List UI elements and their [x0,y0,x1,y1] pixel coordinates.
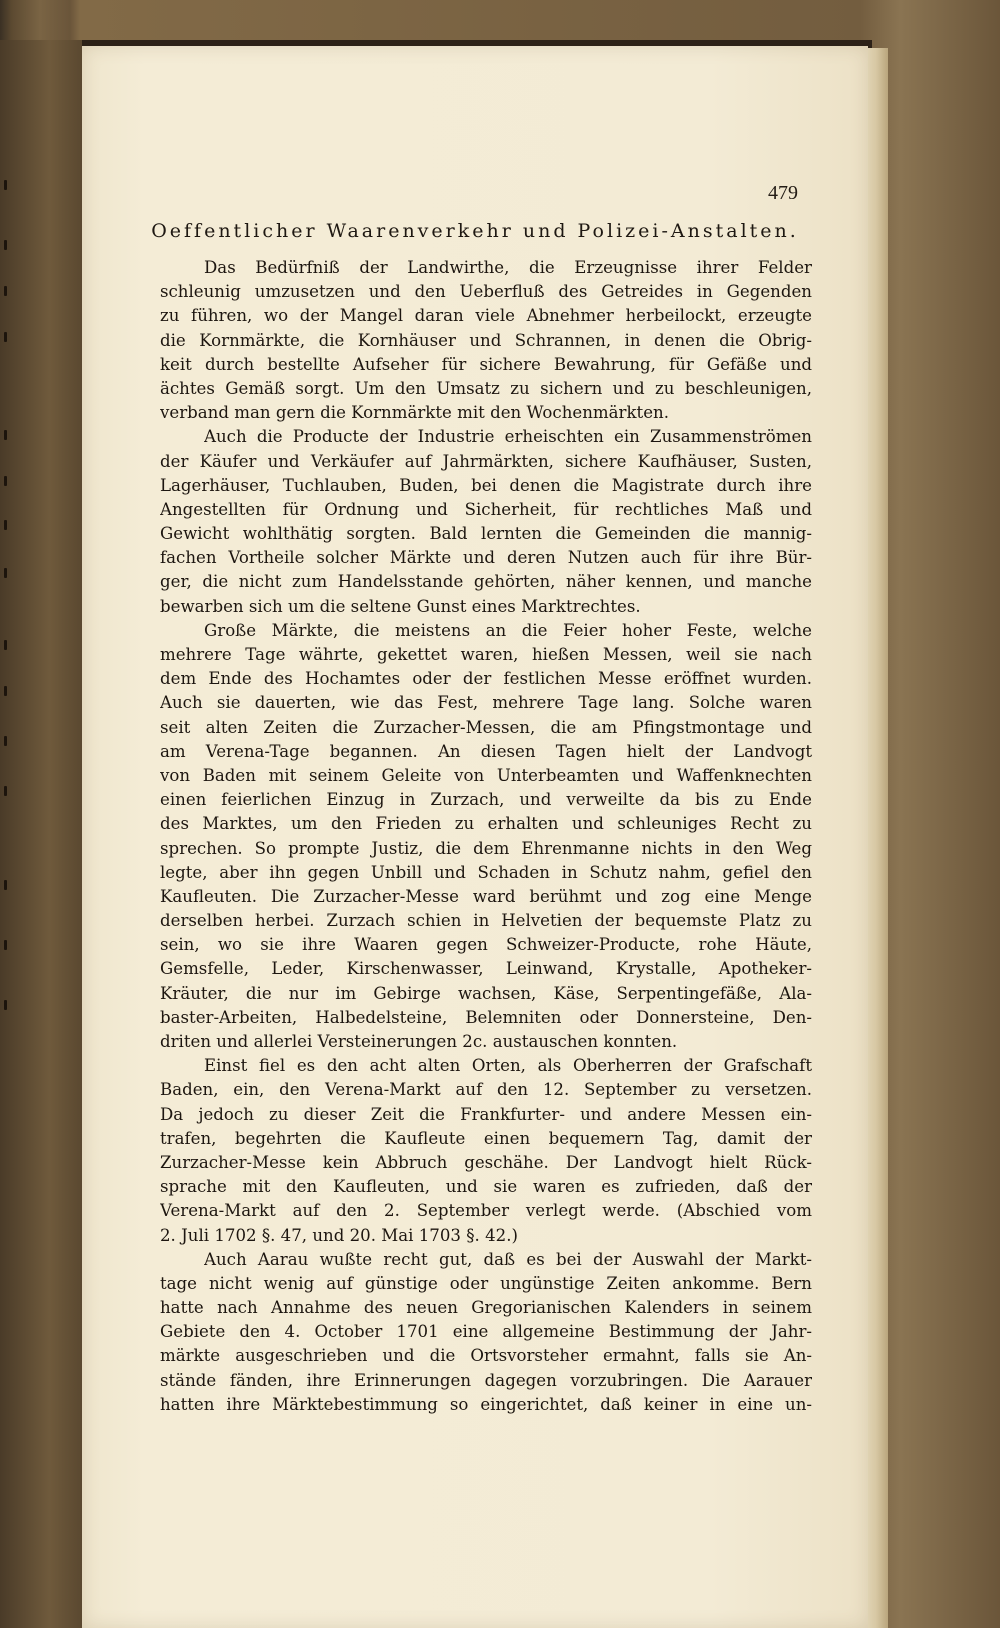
text-line: von Baden mit seinem Geleite von Unterbeamten und Waffenknechten [160,765,812,785]
text-line: Kräuter, die nur im Gebirge wachsen, Käse, Serpentingefäße, Ala- [160,983,812,1003]
text-line: Gewicht wohlthätig sorgten. Bald lernten die Gemeinden die mannig- [160,524,812,544]
text-line: Zurzacher-Messe kein Abbruch geschähe. Der Landvogt hielt Rück- [160,1152,812,1172]
text-line: trafen, begehrten die Kaufleute einen bequemern Tag, damit der [160,1128,812,1148]
text-line: 2. Juli 1702 §. 47, und 20. Mai 1703 §. 42.) [160,1225,518,1245]
paragraph [82,1248,868,1417]
facing-page-edge-marks [0,180,14,1280]
text-line: sprache mit den Kaufleuten, und sie waren es zufrieden, daß der [160,1177,812,1197]
running-heading: Oeffentlicher Waarenverkehr und Polizei-Anstalten. [151,220,799,242]
text-line: einen feierlichen Einzug in Zurzach, und verweilte da bis zu Ende [160,790,812,810]
text-line: schleunig umzusetzen und den Ueberfluß des Getreides in Gegenden [160,282,812,302]
text-line: Baden, ein, den Verena-Markt auf den 12. September zu versetzen. [160,1080,812,1100]
text-line: Lagerhäuser, Tuchlauben, Buden, bei denen die Magistrate durch ihre [160,475,812,495]
text-line: tage nicht wenig auf günstige oder ungünstige Zeiten ankomme. Bern [160,1273,812,1293]
text-line: Einst fiel es den acht alten Orten, als Oberherren der Grafschaft [204,1056,812,1076]
text-line: ger, die nicht zum Handelsstande gehörten, näher kennen, und manche [160,572,812,592]
text-line: Kaufleuten. Die Zurzacher-Messe ward berühmt und zog eine Menge [160,886,812,906]
text-line: der Käufer und Verkäufer auf Jahrmärkten, sichere Kaufhäuser, Susten, [160,451,812,471]
text-line: Angestellten für Ordnung und Sicherheit, für rechtliches Maß und [160,499,812,519]
text-line: derselben herbei. Zurzach schien in Helvetien der bequemste Platz zu [160,911,812,931]
text-line: driten und allerlei Versteinerungen 2c. austauschen konnten. [160,1032,678,1051]
book-page [82,46,868,1628]
text-line: zu führen, wo der Mangel daran viele Abnehmer herbeilockt, erzeugte [160,306,812,326]
body-text [82,256,868,1417]
text-line: stände fänden, ihre Erinnerungen dagegen vorzubringen. Die Aarauer [160,1370,812,1390]
text-line: bewarben sich um die seltene Gunst eines Marktrechtes. [160,596,641,616]
text-line: Auch die Producte der Industrie erheischten ein Zusammenströmen [204,427,812,447]
paragraph [82,619,868,1054]
text-line: Da jedoch zu dieser Zeit die Frankfurter- und andere Messen ein- [160,1104,812,1124]
paragraph [82,425,868,619]
text-line: mehrere Tage währte, gekettet waren, hießen Messen, weil sie nach [160,645,812,664]
text-line: hatten ihre Märktebestimmung so eingerichtet, daß keiner in eine un- [160,1394,812,1414]
text-line: ächtes Gemäß sorgt. Um den Umsatz zu sichern und zu beschleunigen, [160,378,812,398]
paragraph [82,1054,868,1248]
page-number: 479 [768,182,798,204]
text-line: Gemsfelle, Leder, Kirschenwasser, Leinwand, Krystalle, Apotheker- [160,959,812,979]
text-line: märkte ausgeschrieben und die Ortsvorsteher ermahnt, falls sie An- [160,1346,812,1366]
text-line: des Marktes, um den Frieden zu erhalten und schleuniges Recht zu [160,814,812,834]
text-line: fachen Vortheile solcher Märkte und deren Nutzen auch für ihre Bür- [160,548,812,568]
text-line: am Verena-Tage begannen. An diesen Tagen hielt der Landvogt [160,741,812,761]
text-line: Auch Aarau wußte recht gut, daß es bei der Auswahl der Markt- [204,1249,812,1269]
text-line: sprechen. So prompte Justiz, die dem Ehrenmanne nichts in den Weg [160,838,812,858]
text-line: baster-Arbeiten, Halbedelsteine, Belemniten oder Donnersteine, Den- [160,1007,812,1027]
text-line: Gebiete den 4. October 1701 eine allgemeine Bestimmung der Jahr- [160,1322,812,1342]
text-line: Das Bedürfniß der Landwirthe, die Erzeugnisse ihrer Felder [204,258,812,277]
text-line: legte, aber ihn gegen Unbill und Schaden in Schutz nahm, gefiel den [160,862,812,882]
text-line: hatte nach Annahme des neuen Gregorianischen Kalenders in seinem [160,1298,812,1318]
text-line: die Kornmärkte, die Kornhäuser und Schrannen, in denen die Obrig- [160,330,812,350]
text-line: keit durch bestellte Aufseher für sichere Bewahrung, für Gefäße und [160,354,812,374]
text-line: verband man gern die Kornmärkte mit den Wochenmärkten. [160,403,669,423]
text-line: sein, wo sie ihre Waaren gegen Schweizer-Producte, rohe Häute, [160,935,812,955]
text-line: Große Märkte, die meistens an die Feier hoher Feste, welche [204,620,812,640]
text-line: seit alten Zeiten die Zurzacher-Messen, die am Pfingstmontage und [160,717,812,737]
paragraph [82,256,868,425]
text-line: Verena-Markt auf den 2. September verlegt werde. (Abschied vom [160,1201,812,1221]
text-line: dem Ende des Hochamtes oder der festlichen Messe eröffnet wurden. [160,669,812,689]
text-line: Auch sie dauerten, wie das Fest, mehrere Tage lang. Solche waren [160,693,812,713]
